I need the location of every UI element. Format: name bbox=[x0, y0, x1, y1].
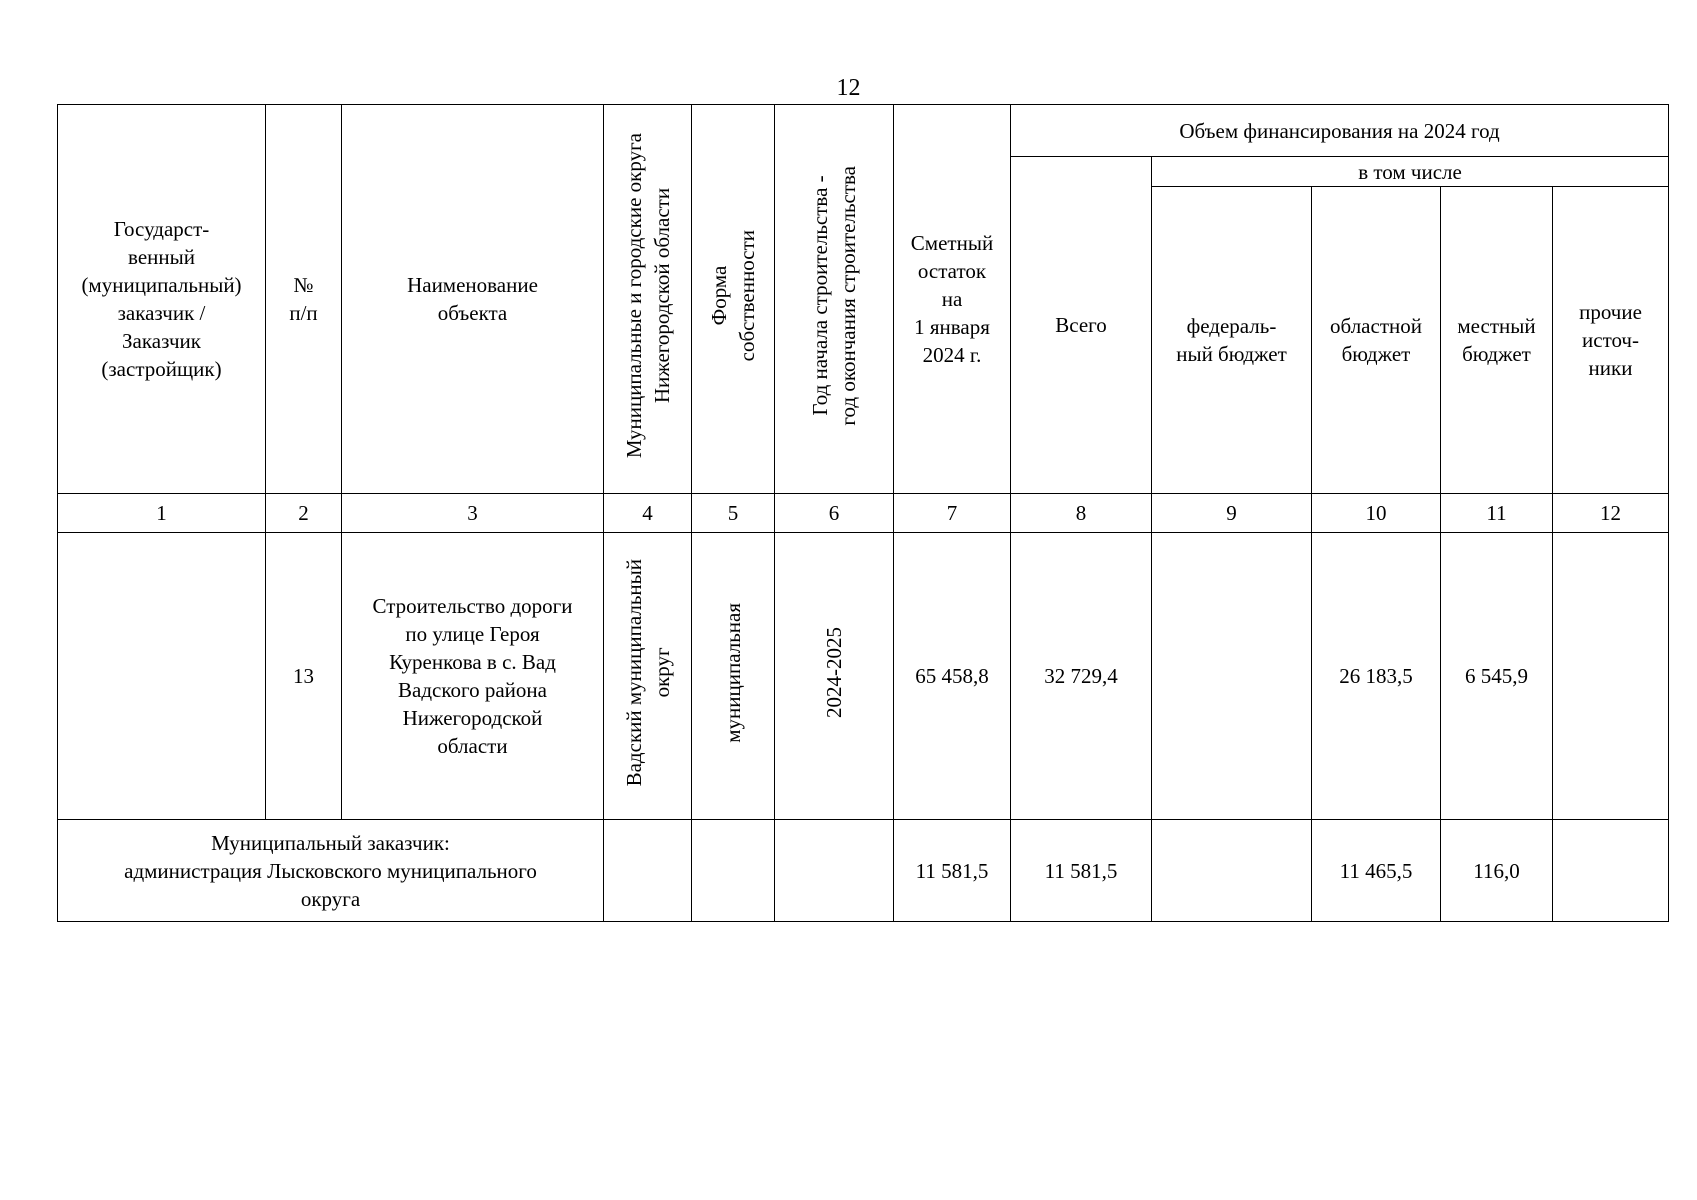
row-customer bbox=[58, 533, 266, 820]
row-regional: 26 183,5 bbox=[1312, 533, 1441, 820]
column-number: 9 bbox=[1152, 494, 1312, 533]
row-total: 32 729,4 bbox=[1011, 533, 1152, 820]
header-other: прочие источ- ники bbox=[1553, 187, 1669, 494]
header-municipality bbox=[604, 105, 692, 494]
summary-total: 11 581,5 bbox=[1011, 820, 1152, 922]
summary-local: 116,0 bbox=[1441, 820, 1553, 922]
header-number: № п/п bbox=[266, 105, 342, 494]
header-municipality-label: Муниципальные и городские округа Нижегородской области bbox=[621, 132, 674, 459]
row-number: 13 bbox=[266, 533, 342, 820]
row-years-label: 2024-2025 bbox=[822, 627, 846, 718]
row-ownership-label: муниципальная bbox=[721, 602, 745, 743]
header-object-name: Наименование объекта bbox=[342, 105, 604, 494]
header-ownership-label: Форма собственности bbox=[707, 229, 759, 362]
header-regional: областной бюджет bbox=[1312, 187, 1441, 494]
financing-table bbox=[57, 104, 1669, 922]
header-years-label: Год начала строительства - год окончания строительства bbox=[808, 165, 860, 426]
header-total: Всего bbox=[1011, 157, 1152, 494]
column-number: 7 bbox=[894, 494, 1011, 533]
header-row-1 bbox=[58, 105, 1669, 157]
summary-ownership bbox=[692, 820, 775, 922]
header-federal: федераль- ный бюджет bbox=[1152, 187, 1312, 494]
column-number: 6 bbox=[775, 494, 894, 533]
column-number: 3 bbox=[342, 494, 604, 533]
column-number: 12 bbox=[1553, 494, 1669, 533]
column-number: 5 bbox=[692, 494, 775, 533]
summary-other bbox=[1553, 820, 1669, 922]
table-row bbox=[58, 533, 1669, 820]
page-number: 12 bbox=[836, 75, 861, 101]
row-object-name: Строительство дороги по улице Героя Куренкова в с. Вад Вадского района Нижегородской области bbox=[342, 533, 604, 820]
column-number: 11 bbox=[1441, 494, 1553, 533]
summary-estimate: 11 581,5 bbox=[894, 820, 1011, 922]
summary-years bbox=[775, 820, 894, 922]
row-other bbox=[1553, 533, 1669, 820]
column-numbers-row bbox=[58, 494, 1669, 533]
column-number: 1 bbox=[58, 494, 266, 533]
row-estimate: 65 458,8 bbox=[894, 533, 1011, 820]
header-ownership bbox=[692, 105, 775, 494]
row-ownership bbox=[692, 533, 775, 820]
summary-regional: 11 465,5 bbox=[1312, 820, 1441, 922]
summary-row bbox=[58, 820, 1669, 922]
row-municipality bbox=[604, 533, 692, 820]
header-local: местный бюджет bbox=[1441, 187, 1553, 494]
header-including: в том числе bbox=[1152, 157, 1669, 187]
header-estimate: Сметный остаток на 1 января 2024 г. bbox=[894, 105, 1011, 494]
row-local: 6 545,9 bbox=[1441, 533, 1553, 820]
summary-customer: Муниципальный заказчик: администрация Лысковского муниципального округа bbox=[58, 820, 604, 922]
header-financing: Объем финансирования на 2024 год bbox=[1011, 105, 1669, 157]
column-number: 4 bbox=[604, 494, 692, 533]
header-customer: Государст- венный (муниципальный) заказчик / Заказчик (застройщик) bbox=[58, 105, 266, 494]
row-federal bbox=[1152, 533, 1312, 820]
row-municipality-label: Вадский муниципальный округ bbox=[621, 558, 674, 787]
column-number: 2 bbox=[266, 494, 342, 533]
column-number: 8 bbox=[1011, 494, 1152, 533]
summary-federal bbox=[1152, 820, 1312, 922]
summary-municipality bbox=[604, 820, 692, 922]
row-years bbox=[775, 533, 894, 820]
column-number: 10 bbox=[1312, 494, 1441, 533]
header-years bbox=[775, 105, 894, 494]
